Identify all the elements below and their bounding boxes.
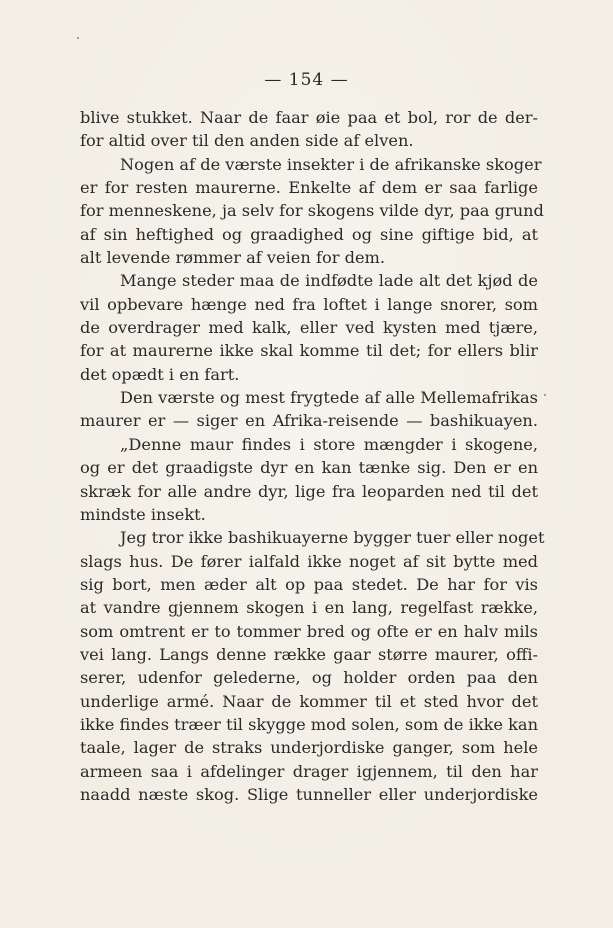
text-line: som omtrent er to tommer bred og ofte er en halv mils bbox=[80, 621, 538, 641]
paper-speck bbox=[544, 394, 546, 396]
text-line: af sin heftighed og graadighed og sine giftige bid, at bbox=[80, 224, 538, 244]
text-line: mindste insekt. bbox=[80, 504, 206, 524]
text-line: vei lang. Langs denne række gaar større maurer, offi- bbox=[80, 644, 538, 664]
paper-speck bbox=[77, 37, 79, 39]
text-line: skræk for alle andre dyr, lige fra leoparden ned til det bbox=[80, 481, 538, 501]
text-line: alt levende rømmer af veien for dem. bbox=[80, 248, 386, 268]
text-line: for at maurerne ikke skal komme til det; for ellers blir bbox=[80, 341, 538, 361]
text-line: for altid over til den anden side af elven. bbox=[80, 131, 414, 151]
text-line: armeen saa i afdelinger drager igjennem, til den har bbox=[80, 761, 538, 781]
text-line: det opædt i en fart. bbox=[80, 364, 240, 384]
text-line: taale, lager de straks underjordiske ganger, som hele bbox=[80, 738, 538, 758]
text-line: underlige armé. Naar de kommer til et sted hvor det bbox=[80, 691, 538, 711]
text-line: at vandre gjennem skogen i en lang, regelfast række, bbox=[80, 598, 538, 618]
text-line: Mange steder maa de indfødte lade alt det kjød de bbox=[120, 271, 538, 291]
text-line: serer, udenfor gelederne, og holder orden paa den bbox=[80, 668, 538, 688]
text-line: sig bort, men æder alt op paa stedet. De har for vis bbox=[80, 574, 538, 594]
text-line: naadd næste skog. Slige tunneller eller underjordiske bbox=[80, 784, 538, 804]
text-line: vil opbevare hænge ned fra loftet i lange snorer, som bbox=[80, 294, 538, 314]
text-line: de overdrager med kalk, eller ved kysten med tjære, bbox=[80, 318, 538, 338]
text-line: blive stukket. Naar de faar øie paa et bol, ror de der- bbox=[80, 108, 538, 127]
text-line: for menneskene, ja selv for skogens vilde dyr, paa grund bbox=[80, 201, 544, 221]
text-line: ikke findes træer til skygge mod solen, som de ikke kan bbox=[80, 714, 538, 734]
body-text bbox=[80, 106, 545, 806]
text-line: og er det graadigste dyr en kan tænke sig. Den er en bbox=[80, 458, 538, 478]
page-number: — 154 — bbox=[264, 70, 349, 90]
text-line: maurer er — siger en Afrika-reisende — bashikuayen. bbox=[80, 411, 538, 431]
text-line: Den værste og mest frygtede af alle Mellemafrikas bbox=[120, 388, 538, 408]
text-line: slags hus. De fører ialfald ikke noget af sit bytte med bbox=[80, 551, 538, 571]
text-line: er for resten maurerne. Enkelte af dem er saa farlige bbox=[80, 178, 538, 198]
text-line: „Denne maur findes i store mængder i skogene, bbox=[120, 434, 538, 454]
text-line: Jeg tror ikke bashikuayerne bygger tuer eller noget bbox=[120, 528, 545, 548]
text-line: Nogen af de værste insekter i de afrikanske skoger bbox=[120, 154, 542, 174]
